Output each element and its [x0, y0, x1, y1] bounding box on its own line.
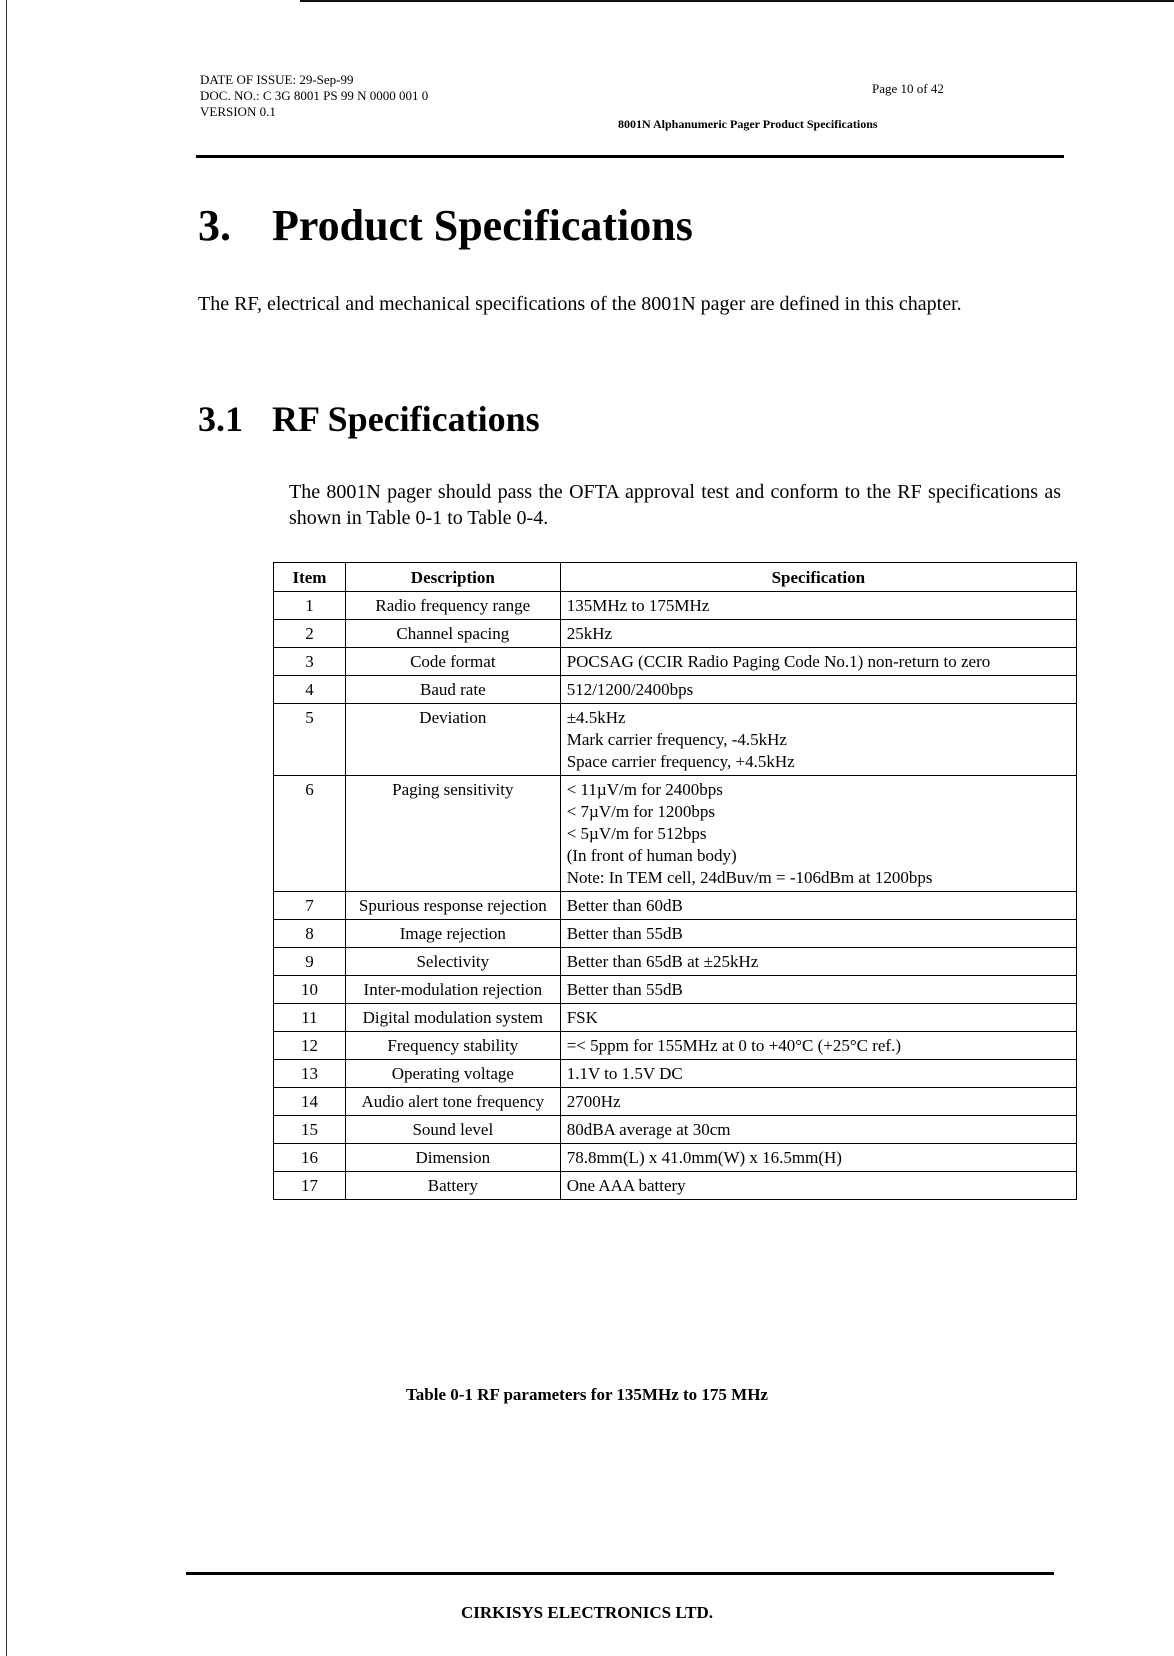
table-row	[274, 676, 1077, 704]
cell-item: 8	[274, 920, 346, 948]
cell-specification	[560, 1172, 1076, 1200]
cell-specification	[560, 1060, 1076, 1088]
section-paragraph: The 8001N pager should pass the OFTA approval test and conform to the RF specifications as shown in Table 0-1 to Table 0-4.	[289, 481, 1061, 529]
cell-item: 4	[274, 676, 346, 704]
table-row	[274, 1004, 1077, 1032]
cell-specification	[560, 1088, 1076, 1116]
table-row	[274, 1060, 1077, 1088]
cell-item: 9	[274, 948, 346, 976]
table-row	[274, 648, 1077, 676]
cell-item: 1	[274, 592, 346, 620]
cell-item: 17	[274, 1172, 346, 1200]
cell-specification	[560, 976, 1076, 1004]
spec-line: Better than 60dB	[566, 896, 683, 915]
table-row	[274, 892, 1077, 920]
cell-description: Paging sensitivity	[345, 776, 560, 892]
spec-line: One AAA battery	[566, 1176, 686, 1195]
spec-line: < 11µV/m for 2400bps	[566, 780, 723, 799]
cell-description: Radio frequency range	[345, 592, 560, 620]
header-doc-info	[200, 72, 428, 120]
spec-line: 78.8mm(L) x 41.0mm(W) x 16.5mm(H)	[566, 1148, 842, 1167]
cell-specification	[560, 1144, 1076, 1172]
cell-item: 13	[274, 1060, 346, 1088]
cell-item: 11	[274, 1004, 346, 1032]
spec-line: Better than 55dB	[566, 924, 683, 943]
table-row	[274, 1032, 1077, 1060]
header-description: Description	[345, 563, 560, 592]
cell-specification	[560, 1004, 1076, 1032]
spec-line: (In front of human body)	[566, 846, 737, 865]
table-row	[274, 1116, 1077, 1144]
cell-specification	[560, 676, 1076, 704]
spec-line: Mark carrier frequency, -4.5kHz	[566, 730, 787, 749]
cell-item: 2	[274, 620, 346, 648]
spec-line: 25kHz	[566, 624, 613, 643]
cell-specification	[560, 620, 1076, 648]
table-row	[274, 1088, 1077, 1116]
cell-description: Channel spacing	[345, 620, 560, 648]
spec-line: FSK	[566, 1008, 598, 1027]
spec-line: POCSAG (CCIR Radio Paging Code No.1) non-return to zero	[566, 652, 991, 671]
table-caption: Table 0-1 RF parameters for 135MHz to 175 MHz	[406, 1385, 768, 1404]
cell-item: 7	[274, 892, 346, 920]
document-title: 8001N Alphanumeric Pager Product Specifications	[618, 117, 878, 131]
spec-line: 2700Hz	[566, 1092, 621, 1111]
spec-line: Note: In TEM cell, 24dBuv/m = -106dBm at 1200bps	[566, 868, 933, 887]
spec-line: Space carrier frequency, +4.5kHz	[566, 752, 795, 771]
cell-description: Sound level	[345, 1116, 560, 1144]
chapter-number: 3.	[198, 201, 231, 250]
cell-specification	[560, 776, 1076, 892]
header-divider	[196, 155, 1064, 158]
chapter-heading	[198, 200, 693, 251]
spec-line: Better than 55dB	[566, 980, 683, 999]
table-row	[274, 620, 1077, 648]
cell-description: Frequency stability	[345, 1032, 560, 1060]
table-body	[274, 592, 1077, 1200]
cell-specification	[560, 648, 1076, 676]
cell-description: Battery	[345, 1172, 560, 1200]
spec-line: < 5µV/m for 512bps	[566, 824, 707, 843]
section-number: 3.1	[198, 399, 243, 439]
table-row	[274, 592, 1077, 620]
cell-specification	[560, 704, 1076, 776]
cell-item: 12	[274, 1032, 346, 1060]
cell-item: 3	[274, 648, 346, 676]
cell-description: Deviation	[345, 704, 560, 776]
spec-line: =< 5ppm for 155MHz at 0 to +40°C (+25°C ref.)	[566, 1036, 901, 1055]
cell-specification	[560, 892, 1076, 920]
cell-specification	[560, 920, 1076, 948]
footer-company: CIRKISYS ELECTRONICS LTD.	[460, 1603, 714, 1622]
doc-number: DOC. NO.: C 3G 8001 PS 99 N 0000 001 0	[200, 88, 429, 103]
spec-line: < 7µV/m for 1200bps	[566, 802, 715, 821]
table-row	[274, 776, 1077, 892]
table-row	[274, 976, 1077, 1004]
version: VERSION 0.1	[200, 104, 276, 119]
table-row	[274, 920, 1077, 948]
page-number: Page 10 of 42	[872, 81, 944, 96]
cell-description: Inter-modulation rejection	[345, 976, 560, 1004]
date-of-issue: DATE OF ISSUE: 29-Sep-99	[200, 72, 354, 87]
section-heading	[198, 398, 540, 440]
table-row	[274, 704, 1077, 776]
spec-line: 512/1200/2400bps	[566, 680, 694, 699]
cell-description: Digital modulation system	[345, 1004, 560, 1032]
table-header-row	[274, 563, 1077, 592]
spec-line: Better than 65dB at ±25kHz	[566, 952, 759, 971]
cell-specification	[560, 592, 1076, 620]
footer-divider	[186, 1572, 1054, 1575]
chapter-title: Product Specifications	[272, 201, 693, 250]
scan-edge-top	[300, 0, 1174, 2]
table-row	[274, 1144, 1077, 1172]
spec-line: ±4.5kHz	[566, 708, 626, 727]
cell-description: Selectivity	[345, 948, 560, 976]
cell-item: 10	[274, 976, 346, 1004]
cell-item: 14	[274, 1088, 346, 1116]
spec-line: 135MHz to 175MHz	[566, 596, 710, 615]
header-item: Item	[274, 563, 346, 592]
scan-edge-left	[6, 0, 7, 1656]
cell-item: 16	[274, 1144, 346, 1172]
spec-line: 1.1V to 1.5V DC	[566, 1064, 683, 1083]
cell-description: Operating voltage	[345, 1060, 560, 1088]
cell-description: Spurious response rejection	[345, 892, 560, 920]
table-row	[274, 1172, 1077, 1200]
section-title: RF Specifications	[272, 399, 540, 439]
cell-specification	[560, 1032, 1076, 1060]
table-row	[274, 948, 1077, 976]
cell-description: Image rejection	[345, 920, 560, 948]
cell-description: Baud rate	[345, 676, 560, 704]
cell-description: Code format	[345, 648, 560, 676]
cell-description: Dimension	[345, 1144, 560, 1172]
spec-line: 80dBA average at 30cm	[566, 1120, 731, 1139]
header-specification: Specification	[560, 563, 1076, 592]
rf-spec-table	[273, 562, 1077, 1200]
cell-item: 6	[274, 776, 346, 892]
cell-specification	[560, 948, 1076, 976]
cell-item: 5	[274, 704, 346, 776]
cell-description: Audio alert tone frequency	[345, 1088, 560, 1116]
cell-specification	[560, 1116, 1076, 1144]
chapter-intro: The RF, electrical and mechanical specifications of the 8001N pager are defined in this chapter.	[198, 293, 962, 315]
cell-item: 15	[274, 1116, 346, 1144]
